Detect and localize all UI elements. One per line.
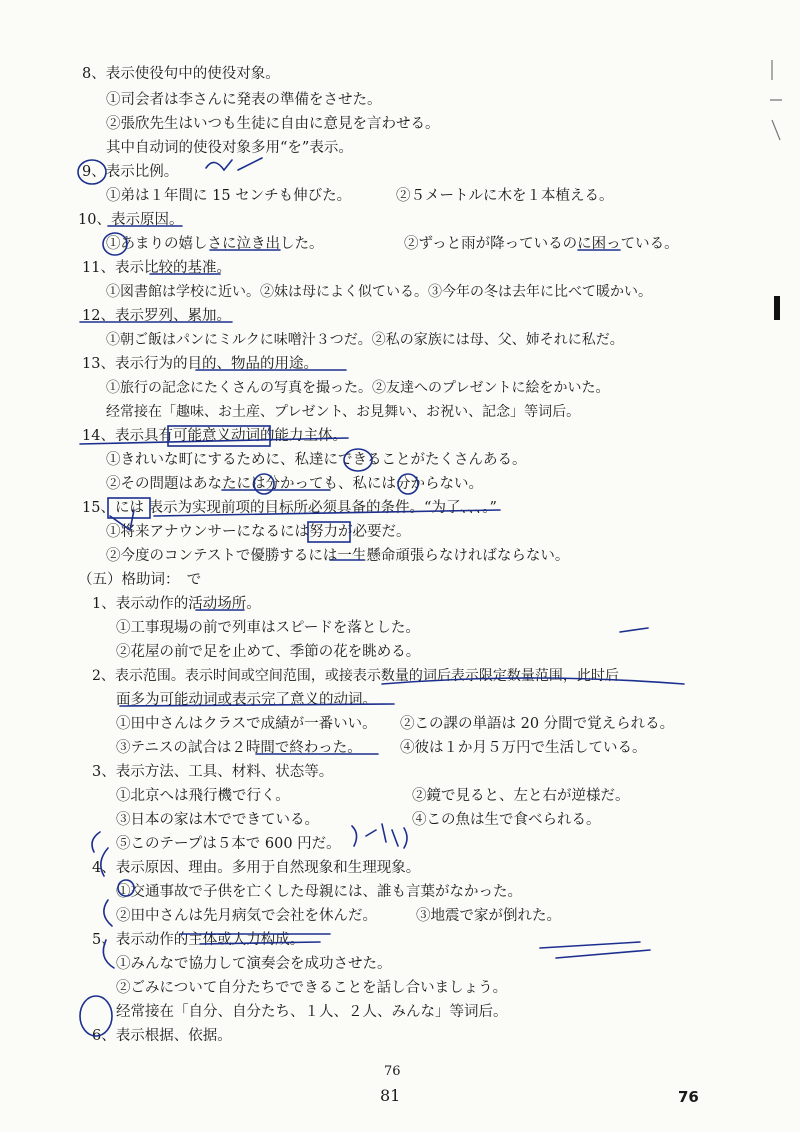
de-item-4-heading: 4、表示原因、理由。多用于自然现象和生理现象。 [92,860,421,876]
note-text: 经常接在「趣味、お土産、プレゼント、お見舞い、お祝い、記念」等词后。 [106,404,581,420]
example: ②５メートルに木を１本植える。 [396,188,614,204]
annotation-scribble [352,824,407,848]
de-item-1-heading: 1、表示动作的活动场所。 [92,596,261,612]
annotation-mark [104,900,112,926]
annotation-box [108,498,150,518]
item-8-heading: 8、表示使役句中的使役对象。 [82,66,280,82]
annotation-check [110,510,134,530]
margin-mark [774,296,780,320]
de-item-6-heading: 6、表示根据、依据。 [92,1028,232,1044]
example: ①将来アナウンサーになるには努力が必要だ。 [106,524,411,540]
example: ①北京へは飛行機で行く。 [116,788,290,804]
example: ④この魚は生で食べられる。 [412,812,601,828]
example: ①交通事故で子供を亡くした母親には、誰も言葉がなかった。 [116,884,522,900]
example: ③日本の家は木でできている。 [116,812,319,828]
example: ③テニスの試合は２時間で終わった。 [116,740,362,756]
example: ②鏡で見ると、左と右が逆様だ。 [412,788,630,804]
note-text: 经常接在「自分、自分たち、１人、２人、みんな」等词后。 [116,1004,508,1020]
example: ②ごみについて自分たちでできることを話し合いましょう。 [116,980,508,996]
example: ①朝ご飯はパンにミルクに味噌汁３つだ。②私の家族には母、父、姉それに私だ。 [106,332,624,348]
example: ②この課の単語は 20 分間で覚えられる。 [400,716,675,732]
annotation-underline [200,942,320,944]
example: ②その問題はあなたには分かっても、私には分からない。 [106,476,483,492]
annotation-underline [382,678,684,684]
annotation-scribble [206,158,262,170]
de-item-2-heading: 2、表示范围。表示时间或空间范围，或接表示数量的词后表示限定数量范围，此时后 [92,668,619,684]
de-item-3-heading: 3、表示方法、工具、材料、状态等。 [92,764,334,780]
example: ②ずっと雨が降っているのに困っている。 [404,236,679,252]
example: ③地震で家が倒れた。 [416,908,561,924]
example: ①田中さんはクラスで成績が一番いい。 [116,716,377,732]
item-11-heading: 11、表示比较的基准。 [82,260,231,276]
annotation-circle [80,996,112,1036]
annotation-dash [540,942,650,958]
annotation-mark [92,832,100,852]
item-9-heading: 9、表示比例。 [82,164,179,180]
example: ④彼は１か月５万円で生活している。 [400,740,647,756]
example: ①弟は１年間に 15 センチも伸びた。 [106,188,352,204]
annotation-box [168,426,270,446]
example: ①工事現場の前で列車はスピードを落とした。 [116,620,420,636]
annotation-circle [344,449,372,471]
example: ①司会者は李さんに発表の準備をさせた。 [106,92,382,108]
annotation-underline [120,704,394,706]
item-15-heading: 15、には 表示为实现前项的目标所必须具备的条件。“为了、、、。” [82,500,497,516]
example: ②田中さんは先月病気で会社を休んだ。 [116,908,377,924]
annotation-mark [101,848,108,876]
note-text: 其中自动词的使役对象多用“を”表示。 [106,140,353,156]
item-13-heading: 13、表示行为的目的、物品的用途。 [82,356,318,372]
example: ①図書館は学校に近い。②妹は母によく似ている。③今年の冬は去年に比べて暖かい。 [106,284,652,300]
annotation-circle [118,880,134,896]
page-number-mid: 81 [380,1086,401,1105]
part-heading: （五）格助词： で [78,572,202,588]
example: ②花屋の前で足を止めて、季節の花を眺める。 [116,644,421,660]
item-14-heading: 14、表示具有可能意义动词的能力主体。 [82,428,347,444]
page-number-small: 76 [384,1064,401,1079]
annotation-circle [254,474,274,494]
example: ①旅行の記念にたくさんの写真を撮った。②友達へのプレゼントに絵をかいた。 [106,380,610,396]
example: ②今度のコンテストで優勝するには一生懸命頑張らなければならない。 [106,548,570,564]
annotation-circle [78,160,106,184]
annotation-mark [103,940,114,968]
example: ①あまりの嬉しさに泣き出した。 [106,236,324,252]
item-12-heading: 12、表示罗列、累加。 [82,308,231,324]
example: ①みんなで協力して演奏会を成功させた。 [116,956,392,972]
annotation-underline [154,510,500,516]
annotation-circle [398,474,418,494]
example: ⑤このテープは５本で 600 円だ。 [116,836,341,852]
margin-pencil [770,60,782,140]
example: ①きれいな町にするために、私達にできることがたくさんある。 [106,452,527,468]
annotation-dash [620,628,648,632]
annotation-circle [103,233,127,255]
de-item-2-heading-cont: 面多为可能动词或表示完了意义的动词。 [116,692,377,708]
example: ②張欣先生はいつも生徒に自由に意見を言わせる。 [106,116,440,132]
annotation-box [308,522,350,542]
annotation-underline [80,438,348,444]
page-number-corner: 76 [678,1088,699,1106]
de-item-5-heading: 5、表示动作的主体或人力构成。 [92,932,305,948]
item-10-heading: 10、表示原因。 [78,212,184,228]
